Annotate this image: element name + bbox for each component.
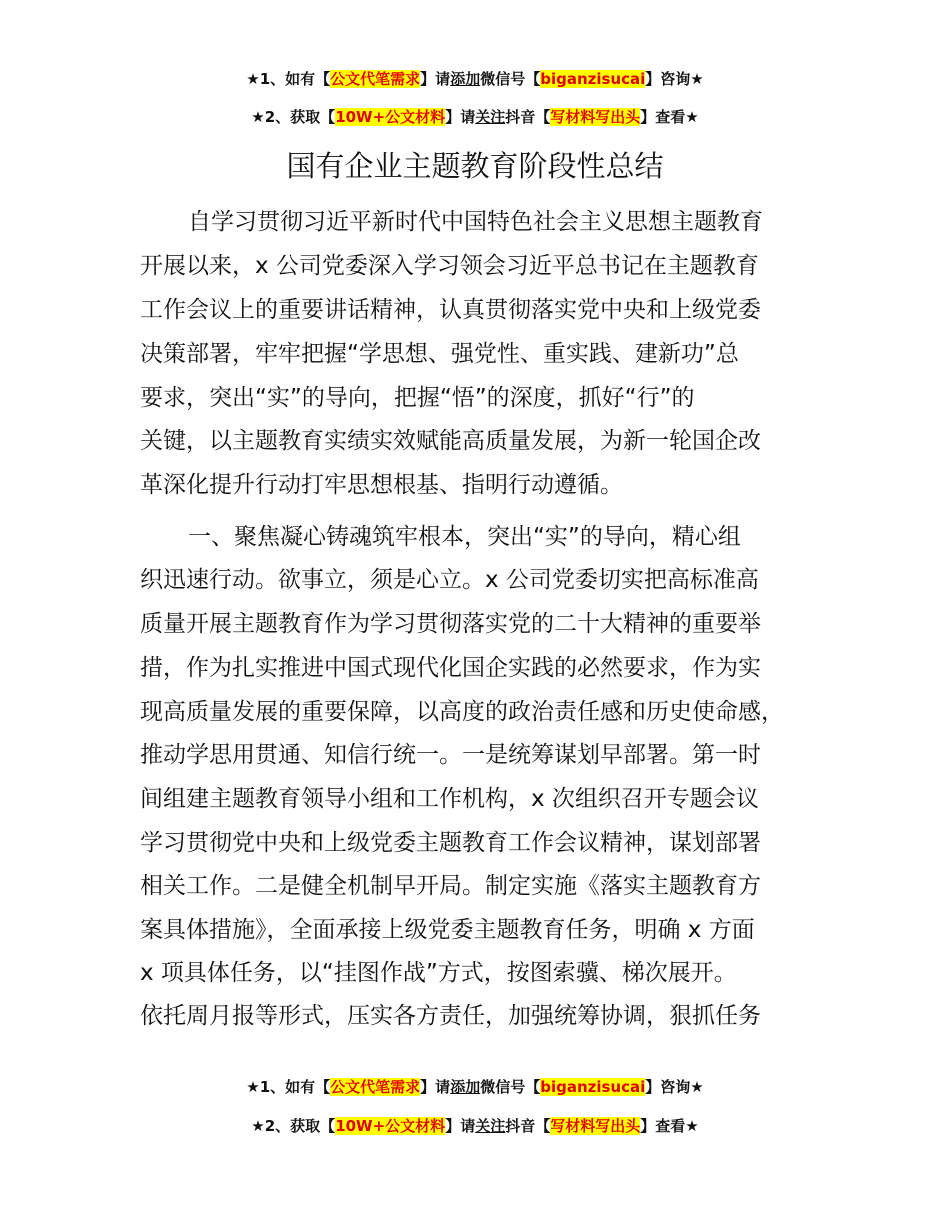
footer-promo-2-mid: 】请: [445, 1117, 476, 1135]
body-line: 学习贯彻党中央和上级党委主题教育工作会议精神，谋划部署: [140, 830, 761, 856]
header-promo-2-suffix: 】查看★: [640, 108, 699, 126]
header-promo-1-prefix: 1、如有【: [259, 70, 331, 88]
header-promo-2-mid2: 抖音【: [505, 108, 551, 126]
footer-promo-2-highlight-materials: 10W+公文材料: [335, 1117, 446, 1135]
document-title: 国有企业主题教育阶段性总结: [286, 149, 664, 183]
body-line: 现高质量发展的重要保障，以高度的政治责任感和历史使命感，: [140, 699, 784, 725]
footer-promo-1-highlight-service: 公文代笔需求: [330, 1078, 421, 1096]
header-promo-line-2: [0, 106, 950, 128]
footer-promo-1-suffix: 】咨询★: [645, 1078, 704, 1096]
body-line: 间组建主题教育领导小组和工作机构，x 次组织召开专题会议: [140, 786, 759, 812]
body-line: 开展以来，x 公司党委深入学习领会习近平总书记在主题教育: [140, 253, 759, 279]
body-line: 织迅速行动。欲事立，须是心立。x 公司党委切实把高标准高: [140, 567, 759, 593]
body-line: 革深化提升行动打牢思想根基、指明行动遵循。: [140, 472, 623, 498]
header-promo-1-highlight-service: 公文代笔需求: [330, 70, 421, 88]
body-line: 决策部署，牢牢把握“学思想、强党性、重实践、建新功”总: [140, 341, 739, 367]
header-promo-1-emphasis: 添加: [450, 70, 481, 88]
header-promo-2-emphasis: 关注: [475, 108, 506, 126]
body-line: 要求，突出“实”的导向，把握“悟”的深度，抓好“行”的: [140, 385, 695, 411]
body-line: 一、聚焦凝心铸魂筑牢根本，突出“实”的导向，精心组: [188, 524, 741, 550]
footer-promo-1-emphasis: 添加: [450, 1078, 481, 1096]
header-promo-1-mid: 】请: [420, 70, 451, 88]
footer-promo-1-mid: 】请: [420, 1078, 451, 1096]
body-line: 自学习贯彻习近平新时代中国特色社会主义思想主题教育: [188, 209, 763, 235]
body-line: x 项具体任务，以“挂图作战”方式，按图索骥、梯次展开。: [140, 960, 737, 986]
body-line: 工作会议上的重要讲话精神，认真贯彻落实党中央和上级党委: [140, 297, 761, 323]
footer-promo-2-emphasis: 关注: [475, 1117, 506, 1135]
footer-promo-1-highlight-wechat: biganzisucai: [540, 1078, 646, 1096]
body-line: 案具体措施》，全面承接上级党委主题教育任务，明确 x 方面: [140, 917, 755, 943]
header-promo-2-highlight-douyin: 写材料写出头: [550, 108, 641, 126]
body-line: 质量开展主题教育作为学习贯彻落实党的二十大精神的重要举: [140, 611, 761, 637]
header-promo-1-highlight-wechat: biganzisucai: [540, 70, 646, 88]
footer-promo-2-suffix: 】查看★: [640, 1117, 699, 1135]
body-line: 依托周月报等形式，压实各方责任，加强统筹协调，狠抓任务: [140, 1003, 761, 1029]
footer-promo-line-2: [0, 1115, 950, 1137]
footer-promo-line-1: [0, 1076, 950, 1098]
header-promo-1-suffix: 】咨询★: [645, 70, 704, 88]
footer-promo-2-mid2: 抖音【: [505, 1117, 551, 1135]
header-promo-2-highlight-materials: 10W+公文材料: [335, 108, 446, 126]
body-line: 措，作为扎实推进中国式现代化国企实践的必然要求，作为实: [140, 655, 761, 681]
header-promo-2-prefix: ★2、获取【: [251, 108, 336, 126]
footer-promo-2-highlight-douyin: 写材料写出头: [550, 1117, 641, 1135]
footer-promo-2-prefix: ★2、获取【: [251, 1117, 336, 1135]
header-promo-line-1: [0, 68, 950, 90]
header-promo-1-mid2: 微信号【: [480, 70, 541, 88]
header-promo-1-star: ★: [246, 70, 260, 88]
body-line: 关键，以主题教育实绩实效赋能高质量发展，为新一轮国企改: [140, 428, 761, 454]
body-line: 推动学思用贯通、知信行统一。一是统筹谋划早部署。第一时: [140, 742, 761, 768]
footer-promo-1-mid2: 微信号【: [480, 1078, 541, 1096]
header-promo-2-mid: 】请: [445, 108, 476, 126]
body-line: 相关工作。二是健全机制早开局。制定实施《落实主题教育方: [140, 873, 761, 899]
footer-promo-1-prefix: ★1、如有【: [246, 1078, 331, 1096]
